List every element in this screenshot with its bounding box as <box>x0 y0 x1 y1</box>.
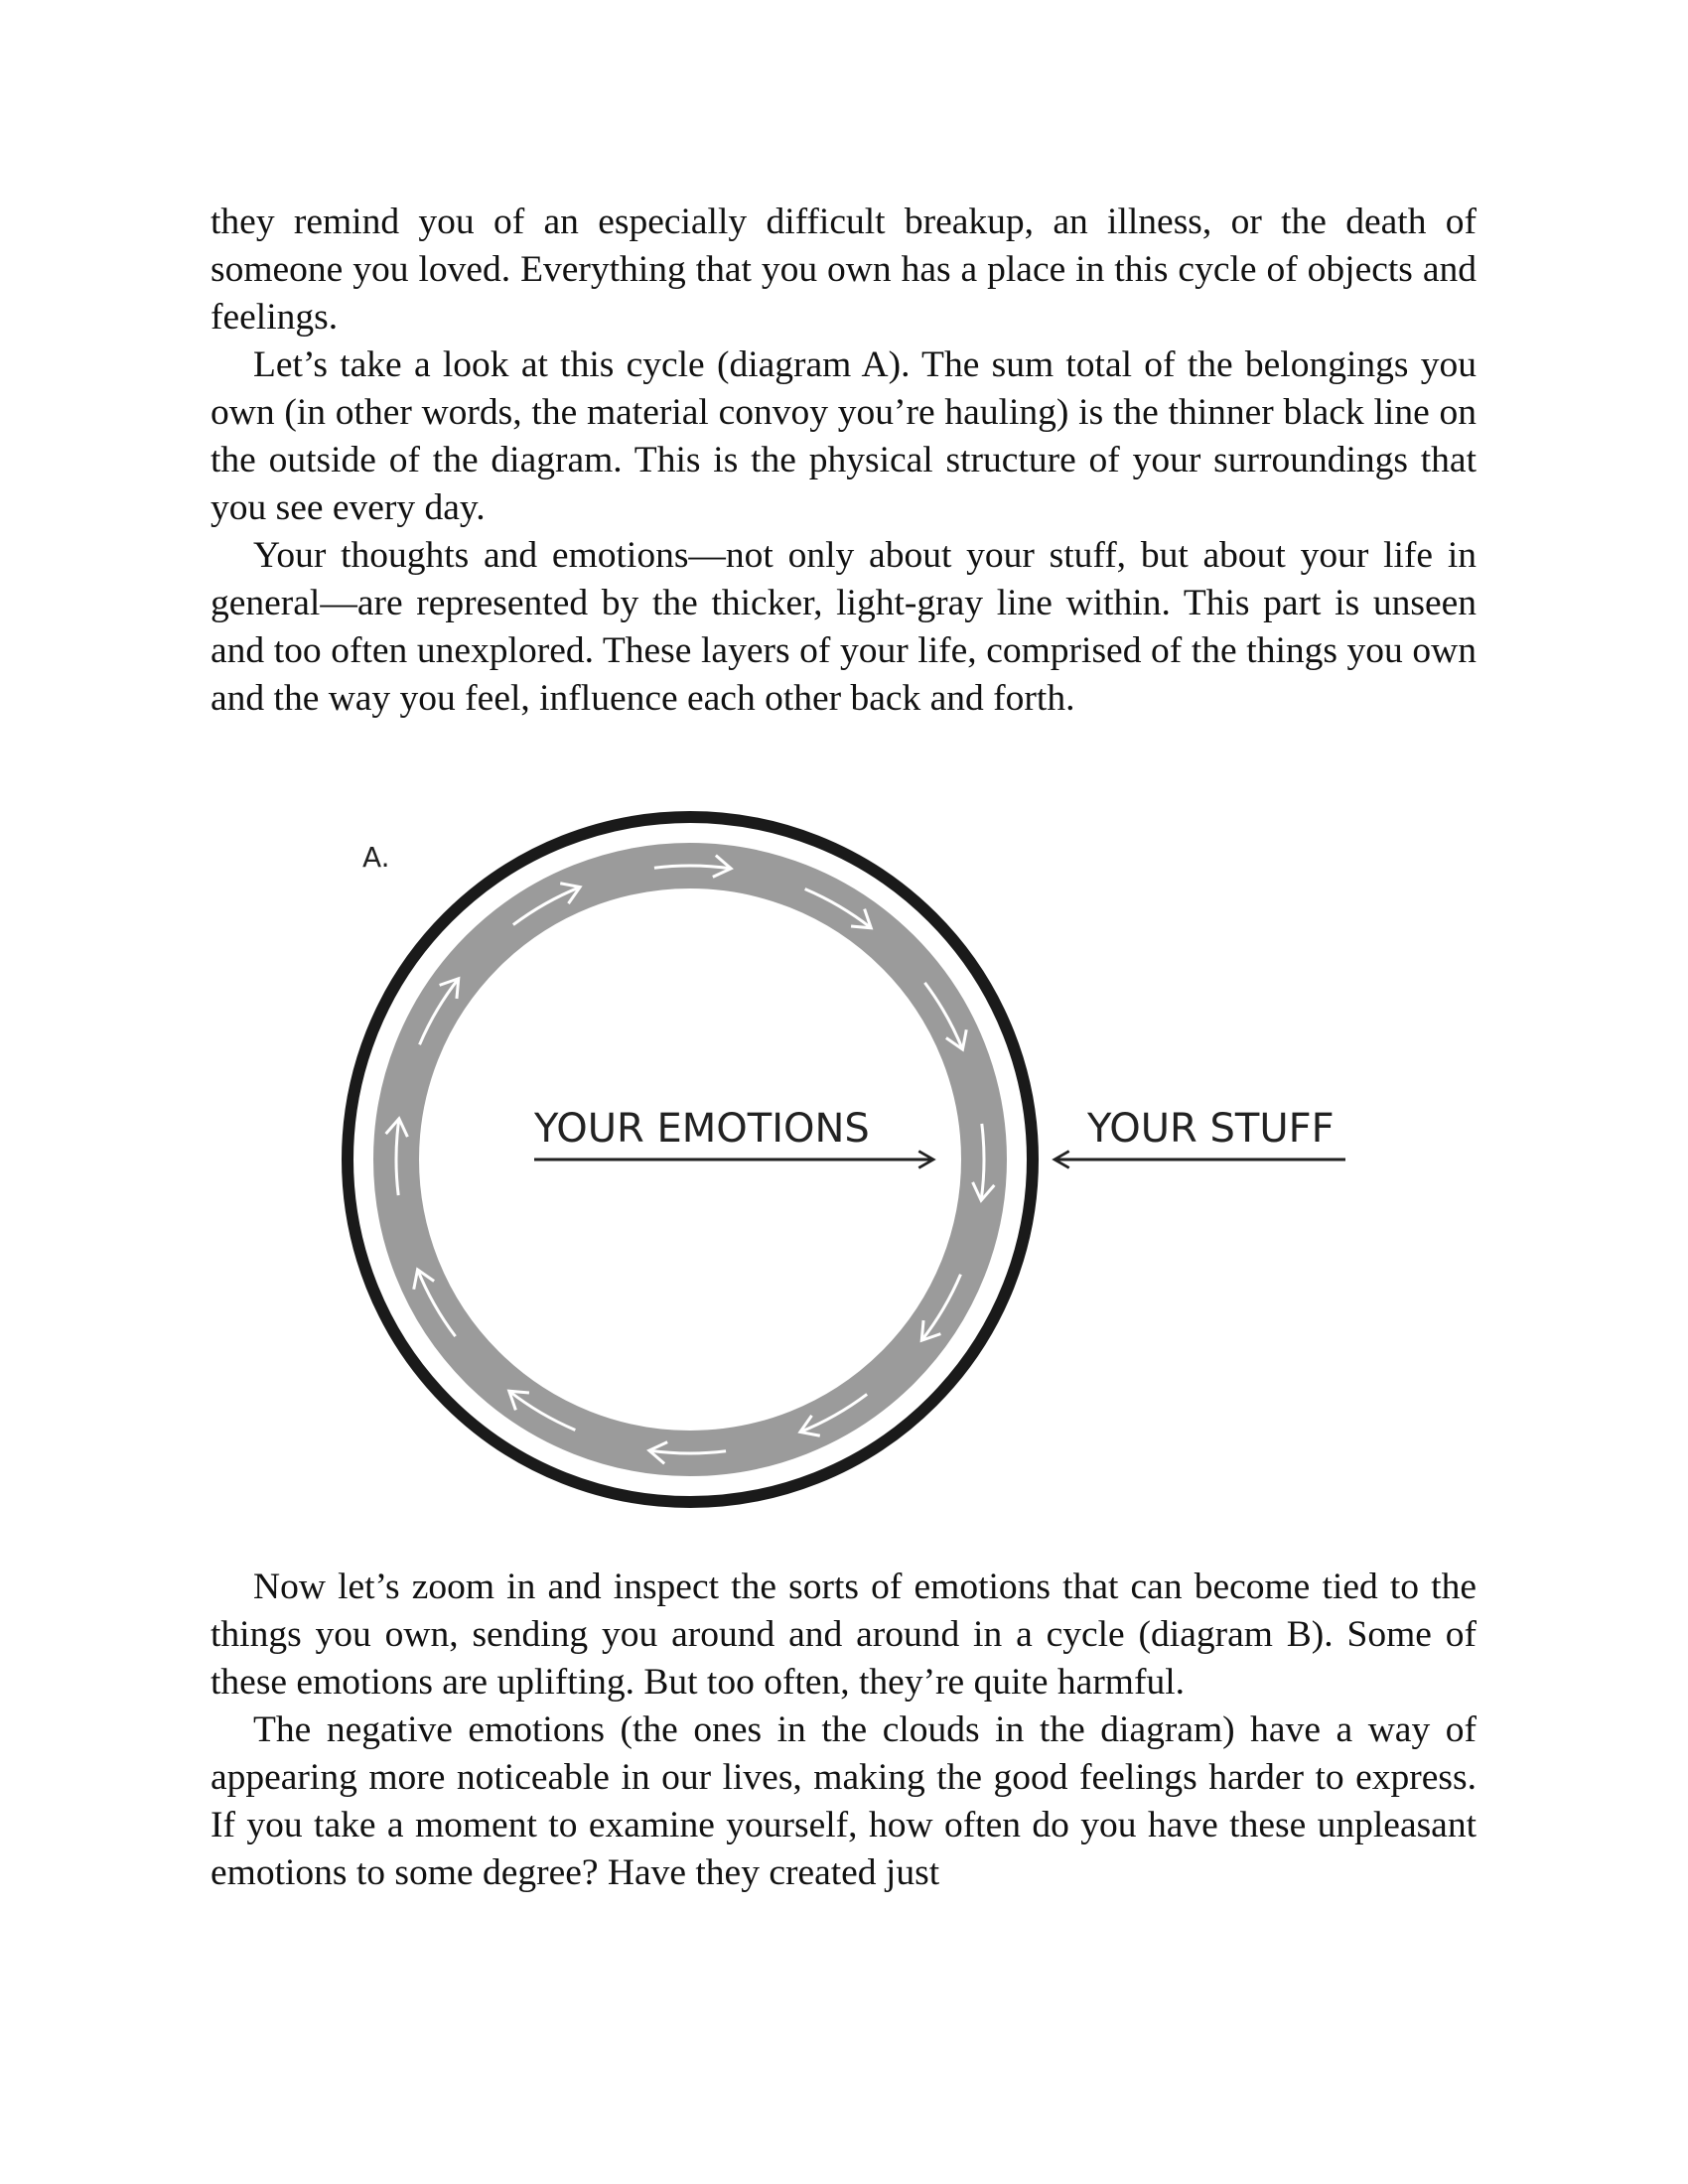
paragraph: Now let’s zoom in and inspect the sorts of emotions that can become tied to the things you own, sending you around and around in a cycle (diagram B). Some of these emotions are uplifting. But too often, they’re quite harmful. <box>211 1567 1477 1703</box>
stuff-label: YOUR STUFF <box>1087 1106 1335 1152</box>
cycle-diagram-a <box>0 794 1688 1539</box>
top-text-block <box>211 199 1477 723</box>
paragraph: Your thoughts and emotions—not only about your stuff, but about your life in general—are represented by the thicker, light-gray line within. This part is unseen and too often unexplored. These layers of your life, comprised of the things you own and the way you feel, influence each other back and forth. <box>211 535 1477 719</box>
paragraph: they remind you of an especially difficult breakup, an illness, or the death of someone you loved. Everything that you own has a place in this cycle of objects and feelings. <box>211 202 1477 338</box>
paragraph: Let’s take a look at this cycle (diagram A). The sum total of the belongings you own (in other words, the material convoy you’re hauling) is the thinner black line on the outside of the diagram. This is the physical structure of your surroundings that you see every day. <box>211 344 1477 528</box>
emotions-label: YOUR EMOTIONS <box>534 1106 870 1152</box>
diagram-label: A. <box>362 841 390 874</box>
bottom-text-block <box>211 1564 1477 1897</box>
paragraph: The negative emotions (the ones in the clouds in the diagram) have a way of appearing more noticeable in our lives, making the good feelings harder to express. If you take a moment to examine yourself, how often do you have these unpleasant emotions to some degree? Have they created just <box>211 1709 1477 1893</box>
